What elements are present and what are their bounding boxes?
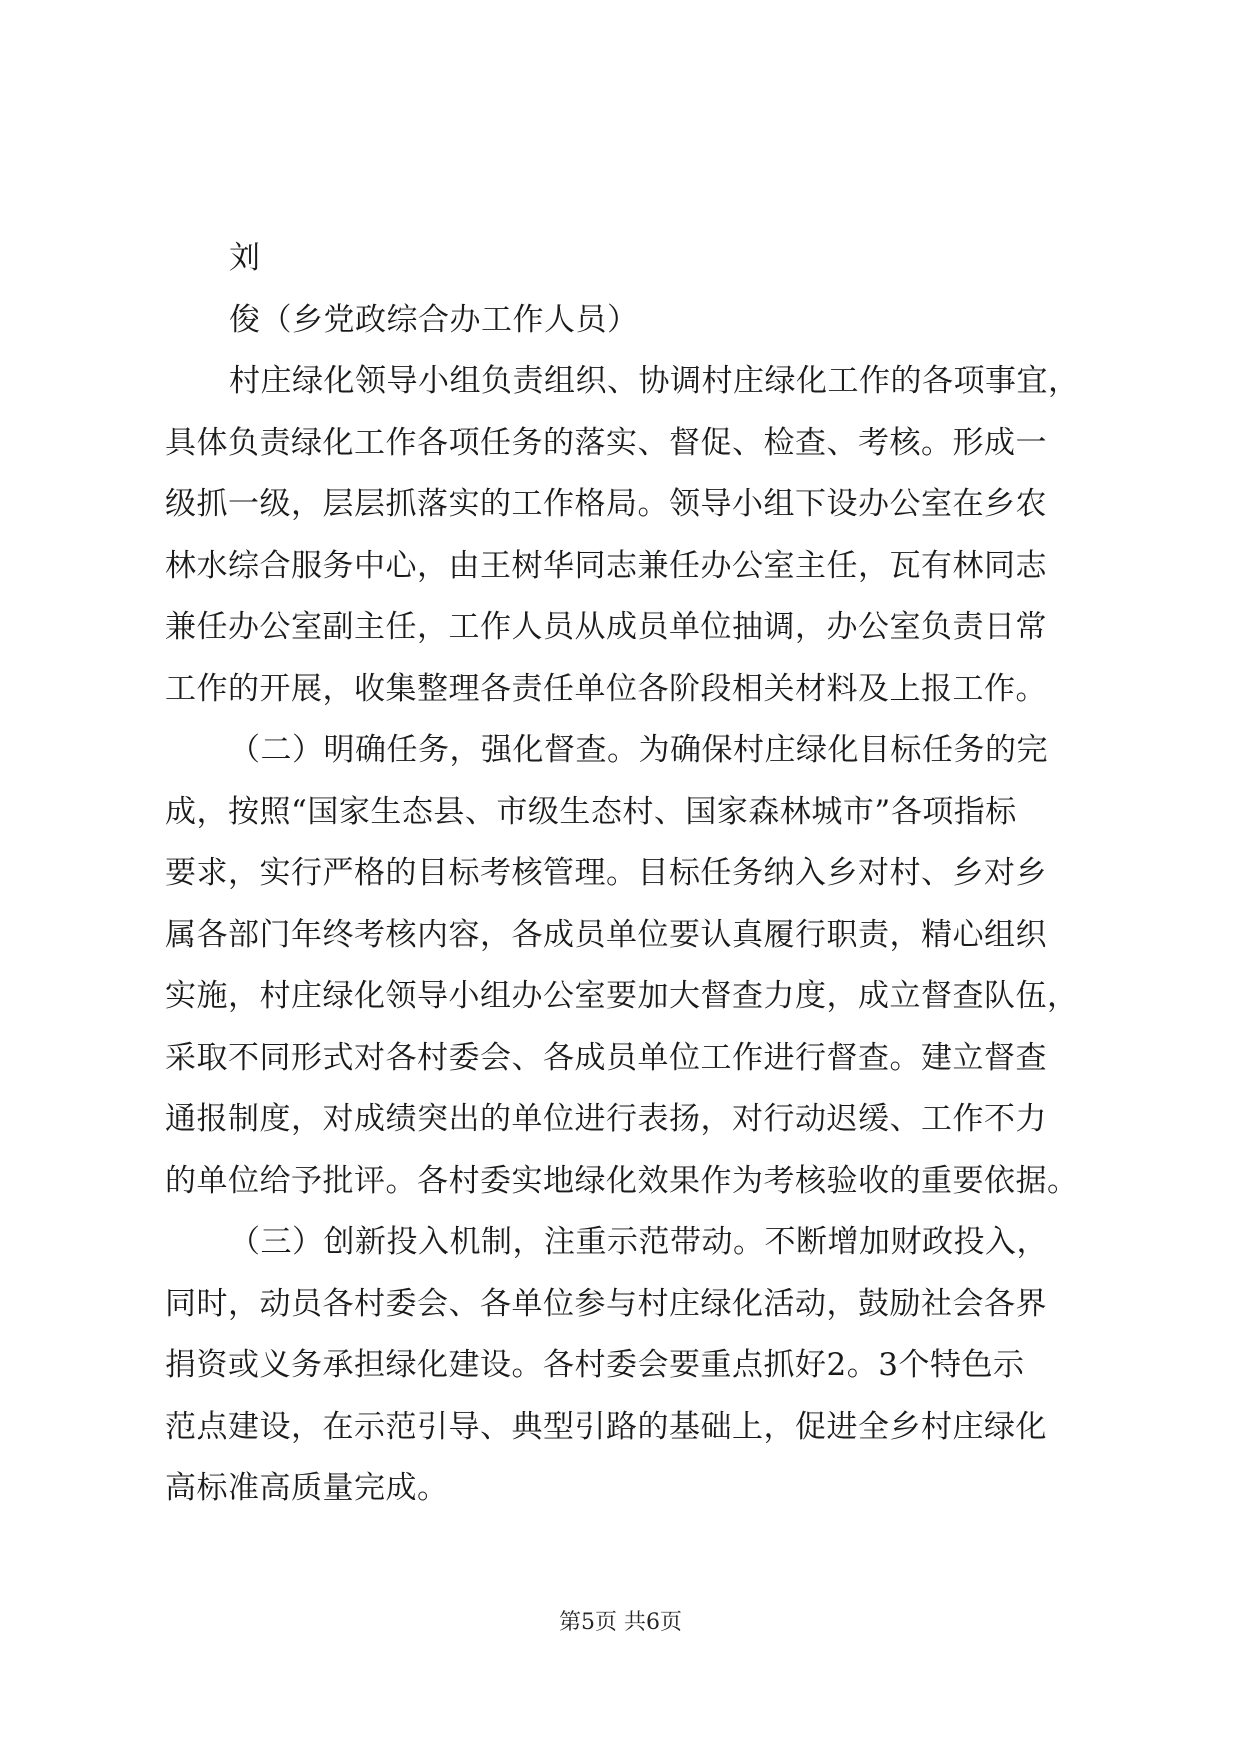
text-line: 工作的开展，收集整理各责任单位各阶段相关材料及上报工作。 [165,670,1047,707]
text-line: 实施，村庄绿化领导小组办公室要加大督查力度，成立督查队伍， [165,978,1079,1014]
text-line: 捐资或义务承担绿化建设。各村委会要重点抓好2。3个特色示 [165,1347,1025,1383]
text-line: 具体负责绿化工作各项任务的落实、督促、检查、考核。形成一 [165,424,1047,461]
text-line: 的单位给予批评。各村委实地绿化效果作为考核验收的重要依据。 [165,1162,1079,1199]
text-line: 通报制度，对成绩突出的单位进行表扬，对行动迟缓、工作不力 [165,1101,1047,1137]
text-line: 村庄绿化领导小组负责组织、协调村庄绿化工作的各项事宜， [229,363,1080,399]
text-line: 林水综合服务中心，由王树华同志兼任办公室主任，瓦有林同志 [165,547,1047,584]
text-line: 范点建设，在示范引导、典型引路的基础上，促进全乡村庄绿化 [165,1408,1047,1445]
text-line: （二）明确任务，强化督查。为确保村庄绿化目标任务的完 [229,732,1048,768]
text-line: 兼任办公室副主任，工作人员从成员单位抽调，办公室负责日常 [165,609,1047,645]
text-line: 要求，实行严格的目标考核管理。目标任务纳入乡对村、乡对乡 [165,855,1047,891]
document-body [165,228,1125,1520]
text-line: 同时，动员各村委会、各单位参与村庄绿化活动，鼓励社会各界 [165,1285,1047,1322]
text-line: 属各部门年终考核内容，各成员单位要认真履行职责，精心组织 [165,916,1047,953]
text-line: 采取不同形式对各村委会、各成员单位工作进行督查。建立督查 [165,1039,1047,1076]
text-line: 高标准高质量完成。 [165,1470,449,1506]
text-line: 级抓一级，层层抓落实的工作格局。领导小组下设办公室在乡农 [165,486,1047,522]
text-line: （三）创新投入机制，注重示范带动。不断增加财政投入， [229,1224,1048,1260]
text-line: 刘 [229,240,261,276]
text-line: 成，按照“国家生态县、市级生态村、国家森林城市”各项指标 [165,793,1017,830]
page-number-footer: 第5页 共6页 [559,1610,682,1635]
text-line: 俊（乡党政综合办工作人员） [229,301,639,338]
